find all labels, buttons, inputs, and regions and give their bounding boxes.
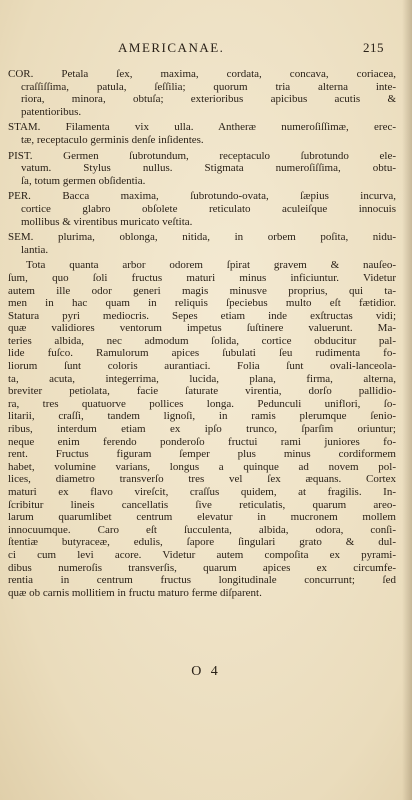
paragraph-line: ci cum levi acore. Videtur autem compoſita ex pyrami-: [8, 548, 396, 561]
paragraph-line: Statura pyri mediocris. Sepes etiam inde exſtructas vidi;: [8, 309, 396, 322]
paragraph-line: cortice glabro obſolete reticulato aculeiſque innocuis: [21, 202, 396, 215]
paragraph-line: ribus, interdum etiam ex ipſo trunco, ſparſim oriuntur;: [8, 423, 396, 436]
paragraph-line: teries albida, nec admodum ſolida, cortice obducitur pal-: [8, 334, 396, 347]
paragraph-line: lices, diametro transverſo tres vel ſex æquans. Cortex: [8, 473, 396, 486]
paragraph-line: dibus numeroſis transverſis, quarum apices ex circumfe-: [8, 561, 396, 574]
paragraph-line: ſa, totum germen obſidentia.: [21, 174, 146, 187]
paragraph-first-line: PIST. Germen ſubrotundum, receptaculo ſubrotundo ele-: [8, 149, 396, 162]
paragraph-first-line: PER. Bacca maxima, ſubrotundo-ovata, ſæpius incurva,: [8, 190, 396, 203]
paragraph-line: lide fuſco. Ramulorum apices ſubulati ſeu rudimenta fo-: [8, 347, 396, 360]
paragraph-line: rent. Fructus figuram ſemper plus minus cordiformem: [8, 448, 396, 461]
paragraph-first-line: Tota quanta arbor odorem ſpirat gravem & nauſeo-: [26, 259, 396, 272]
page-number: 215: [363, 40, 384, 55]
paragraph-first-line: SEM. plurima, oblonga, nitida, in orbem poſita, nidu-: [8, 231, 396, 244]
paragraph-line: tæ, receptaculo germinis denſe inſidentes.: [21, 133, 204, 146]
paragraph-first-line: STAM. Filamenta vix ulla. Antheræ numeroſiſſimæ, erec-: [8, 121, 396, 134]
body-text: [8, 68, 396, 599]
paragraph-line: liorum ſunt coloris aurantiaci. Folia ſunt ovali-lanceola-: [8, 360, 396, 373]
paragraph-line: patentioribus.: [21, 105, 82, 118]
paragraph-line: autem ille odor generi magis minusve proprius, qui ta-: [8, 284, 396, 297]
paragraph-line: ſcribitur lineis cancellatis ſive reticulatis, quarum areo-: [8, 498, 396, 511]
paragraph-line: ſtentiæ butyraceæ, edulis, ſapore ſingulari grato & dul-: [8, 536, 396, 549]
paragraph-line: breviter petiolata, facie ſaturate virentia, dorſo pallidio-: [8, 385, 396, 398]
running-title: AMERICANAE.: [118, 40, 225, 55]
paragraph-line: lantia.: [21, 243, 49, 256]
paragraph-line: craſſiſſima, patula, ſeſſilia; quorum tria alterna inte-: [21, 80, 396, 93]
paragraph-line: innocuumque. Caro eſt ſucculenta, albida, odora, conſi-: [8, 523, 396, 536]
paragraph-line: quæ validiores ventorum impetus ſuſtinere valuerunt. Ma-: [8, 322, 396, 335]
paragraph-line: neque enim ferendo ponderoſo fructui rami juniores fo-: [8, 435, 396, 448]
paragraph-line: vatum. Stylus nullus. Stigmata numeroſiſſima, obtu-: [21, 162, 396, 175]
paragraph-line: rentia in centrum fructus longitudinale concurrunt; ſed: [8, 574, 396, 587]
running-header: [8, 40, 404, 58]
signature-mark: O 4: [191, 664, 221, 679]
paragraph-line: quæ ob carnis mollitiem in fructu maturo ferme diſparent.: [8, 586, 262, 599]
paragraph-line: ra, tres quatuorve pollices longa. Pedunculi uniflori, ſo-: [8, 397, 396, 410]
paragraph-line: larum quarumlibet centrum elevatur in mucronem mollem: [8, 511, 396, 524]
paragraph-line: mollibus & virentibus muricato veſtita.: [21, 215, 193, 228]
paragraph-line: men in hac quam in reliquis ſpeciebus multo eſt fætidior.: [8, 297, 396, 310]
paragraph-line: maturi ex flavo vireſcit, craſſus quidem, at fragilis. In-: [8, 486, 396, 498]
paragraph-line: ta, acuta, integerrima, lucida, plana, firma, alterna,: [8, 372, 396, 385]
paragraph-line: habet, volumine varians, longus a quinque ad novem pol-: [8, 460, 396, 473]
paragraph-line: riora, minora, obtuſa; exterioribus apicibus acutis &: [21, 93, 396, 106]
paragraph-line: ſum, quo ſoli fructus maturi minus inficiuntur. Videtur: [8, 271, 396, 284]
paragraph-line: litarii, craſſi, tandem lignoſi, in ramis plerumque ſenio-: [8, 410, 396, 423]
paragraph-first-line: COR. Petala ſex, maxima, cordata, concava, coriacea,: [8, 68, 396, 80]
